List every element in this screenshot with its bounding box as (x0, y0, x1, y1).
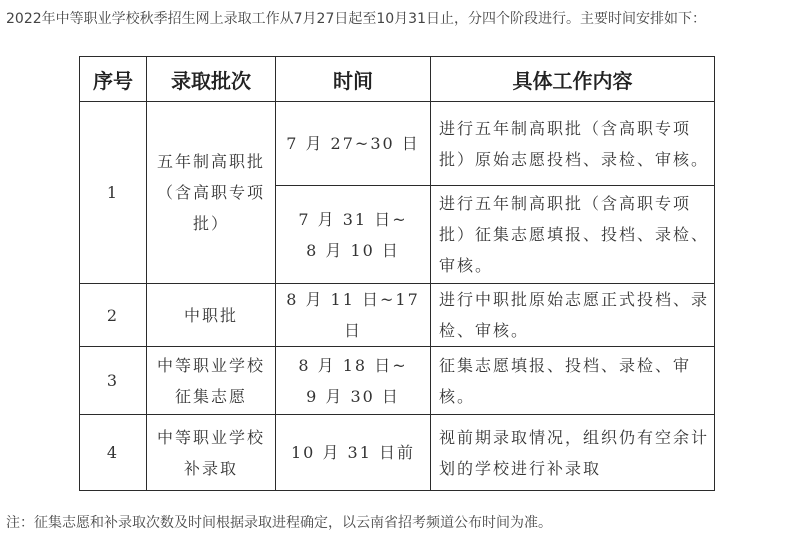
row1b-time-text: 7 月 31 日~ 8 月 10 日 (298, 209, 408, 260)
footnote: 注：征集志愿和补录取次数及时间根据录取进程确定，以云南省招考频道公布时间为准。 (6, 515, 552, 531)
row1-no: 1 (80, 102, 147, 284)
row2-no: 2 (80, 284, 147, 347)
row1b-content: 进行五年制高职批（含高职专项批）征集志愿填报、投档、录检、审核。 (431, 186, 715, 284)
table-row (80, 102, 715, 186)
table-header-row (80, 57, 715, 102)
header-batch: 录取批次 (147, 57, 276, 102)
header-no: 序号 (80, 57, 147, 102)
row3-batch (147, 347, 276, 415)
table-row (80, 284, 715, 347)
row2-content: 进行中职批原始志愿正式投档、录检、审核。 (431, 284, 715, 347)
row1-batch-text: 五年制高职批（含高职专项批） (156, 152, 265, 233)
admission-schedule-table (79, 56, 715, 491)
row1b-time (276, 186, 431, 284)
row3-content: 征集志愿填报、投档、录检、审核。 (431, 347, 715, 415)
row3-time (276, 347, 431, 415)
row3-no: 3 (80, 347, 147, 415)
row4-batch (147, 415, 276, 491)
row4-batch-text: 中等职业学校补录取 (156, 427, 265, 478)
row3-time-text: 8 月 18 日~ 9 月 30 日 (298, 355, 408, 406)
row2-batch: 中职批 (147, 284, 276, 347)
row4-no: 4 (80, 415, 147, 491)
row1-batch (147, 102, 276, 284)
row2-time: 8 月 11 日~17 日 (276, 284, 431, 347)
header-time: 时间 (276, 57, 431, 102)
header-content: 具体工作内容 (431, 57, 715, 102)
row4-time: 10 月 31 日前 (276, 415, 431, 491)
row1a-content: 进行五年制高职批（含高职专项批）原始志愿投档、录检、审核。 (431, 102, 715, 186)
row4-content: 视前期录取情况，组织仍有空余计划的学校进行补录取 (431, 415, 715, 491)
table-row (80, 347, 715, 415)
intro-paragraph: 2022年中等职业学校秋季招生网上录取工作从7月27日起至10月31日止，分四个阶段进行。主要时间安排如下： (6, 11, 706, 27)
row3-batch-text: 中等职业学校征集志愿 (156, 355, 265, 406)
table-row (80, 415, 715, 491)
row1a-time: 7 月 27~30 日 (276, 102, 431, 186)
